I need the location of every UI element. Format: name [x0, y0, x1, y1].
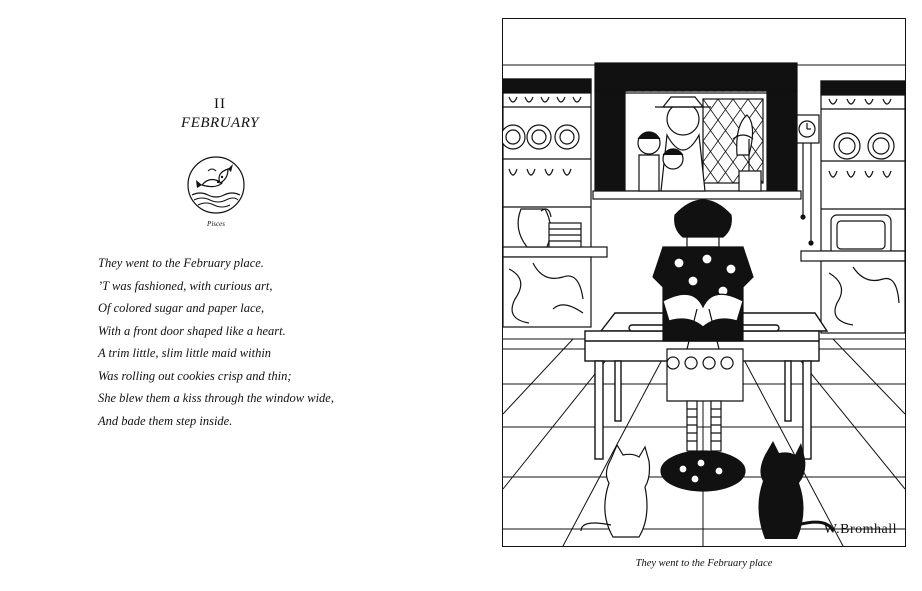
poem-line: Was rolling out cookies crisp and thin; [98, 368, 292, 383]
poem-line: With a front door shaped like a heart. [98, 323, 286, 338]
window [593, 63, 801, 199]
emblem-caption: Pisces [207, 220, 225, 228]
poem-line: A trim little, slim little maid within [98, 346, 272, 360]
poem-line: Of colored sugar and paper lace, [98, 301, 265, 315]
plate-caption: They went to the February place [635, 558, 773, 569]
poem-line: They went to the February place. [98, 256, 264, 270]
white-cat [581, 445, 650, 537]
poem [98, 252, 334, 432]
left-dresser [503, 79, 607, 327]
poem-line: She blew them a kiss through the window wide, [98, 391, 334, 405]
chapter-title: FEBRUARY [181, 115, 259, 131]
kitchen-illustration [502, 18, 906, 547]
wall-clock-icon [795, 115, 819, 245]
chapter-number: II [214, 96, 226, 112]
poem-line: And bade them step inside. [98, 413, 233, 428]
pisces-emblem-icon [186, 155, 246, 215]
poem-line: ’T was fashioned, with curious art, [98, 278, 273, 293]
right-dresser [795, 81, 905, 333]
artist-signature: W.Bromhall [823, 522, 897, 537]
black-cat [758, 441, 833, 539]
